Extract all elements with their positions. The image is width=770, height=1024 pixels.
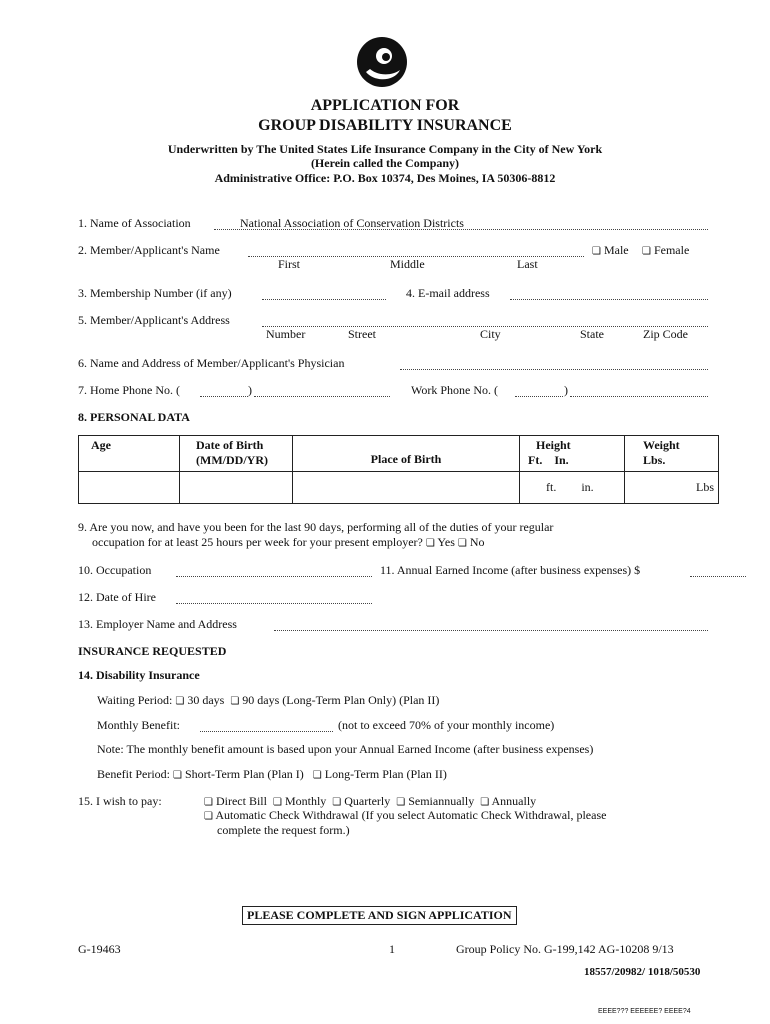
pay-monthly-label: Monthly — [284, 794, 327, 808]
male-checkbox-icon[interactable]: ❏ — [592, 246, 601, 257]
monthly-benefit-label: Monthly Benefit: — [97, 718, 180, 732]
pay-semi-label: Semiannually — [408, 794, 475, 808]
pob-header: Place of Birth — [293, 436, 520, 472]
company-logo — [356, 36, 408, 88]
no-label: No — [469, 535, 485, 549]
waiting-period-label: Waiting Period: — [97, 693, 173, 707]
title-line2: GROUP DISABILITY INSURANCE — [258, 117, 512, 134]
benefit-note: Note: The monthly benefit amount is based upon your Annual Earned Income (after business expenses) — [97, 742, 594, 756]
dob-cell[interactable] — [180, 472, 293, 504]
pob-cell[interactable] — [293, 472, 520, 504]
q7-close: ) — [248, 383, 252, 397]
title-line1: APPLICATION FOR — [310, 97, 460, 114]
waiting-period-row — [97, 693, 439, 708]
pay-auto-checkbox-icon[interactable]: ❏ — [204, 811, 213, 822]
q12-field[interactable] — [176, 603, 372, 604]
addr-street-caption: Street — [348, 327, 376, 341]
height-cell[interactable] — [520, 472, 625, 504]
underwritten-text: Underwritten by The United States Life Insurance Company in the City of New York — [167, 142, 603, 156]
pay-auto-row — [204, 808, 606, 823]
pay-semi-checkbox-icon[interactable]: ❏ — [396, 797, 406, 808]
age-cell[interactable] — [79, 472, 180, 504]
addr-state-caption: State — [580, 327, 604, 341]
q1-label: 1. Name of Association — [78, 216, 191, 230]
home-phone-field[interactable] — [254, 396, 390, 397]
q3-label: 3. Membership Number (if any) — [78, 286, 232, 300]
age-header: Age — [79, 436, 180, 472]
monthly-benefit-field[interactable] — [200, 731, 333, 732]
q10-label: 10. Occupation — [78, 563, 152, 577]
form-code: 18557/20982/ 1018/50530 — [584, 966, 701, 978]
short-term-label: Short-Term Plan (Plan I) — [184, 767, 304, 781]
q9-line2-row — [92, 535, 485, 550]
q7-label: 7. Home Phone No. ( — [78, 383, 180, 397]
waiting-30-label: 30 days — [187, 693, 225, 707]
weight-cell[interactable] — [625, 472, 719, 504]
addr-city-caption: City — [480, 327, 501, 341]
pay-quarterly-checkbox-icon[interactable]: ❏ — [332, 797, 342, 808]
addr-number-caption: Number — [266, 327, 306, 341]
form-number: G-19463 — [78, 942, 121, 956]
herein-text: (Herein called the Company) — [310, 156, 460, 170]
work-phone-label: Work Phone No. ( — [411, 383, 499, 397]
q2-label: 2. Member/Applicant's Name — [78, 243, 220, 257]
no-checkbox-icon[interactable]: ❏ — [457, 538, 467, 549]
yes-checkbox-icon[interactable]: ❏ — [425, 538, 435, 549]
short-term-checkbox-icon[interactable]: ❏ — [172, 770, 182, 781]
insurance-heading: INSURANCE REQUESTED — [78, 644, 227, 658]
q2-first-caption: First — [278, 257, 301, 271]
home-area-code-field[interactable] — [200, 396, 248, 397]
pay-auto-line1: Automatic Check Withdrawal (If you select Automatic Check Withdrawal, please — [215, 808, 607, 822]
lbs-unit: Lbs — [696, 480, 714, 494]
work-close: ) — [564, 383, 568, 397]
q3-field[interactable] — [262, 299, 386, 300]
page-number: 1 — [389, 942, 395, 956]
personal-data-header-row — [79, 436, 719, 472]
pay-auto-line2: complete the request form.) — [217, 823, 350, 837]
pay-annual-checkbox-icon[interactable]: ❏ — [480, 797, 490, 808]
admin-office-text: Administrative Office: P.O. Box 10374, Des Moines, IA 50306-8812 — [214, 171, 556, 185]
in-unit: in. — [581, 480, 594, 494]
q4-field[interactable] — [510, 299, 708, 300]
q4-label: 4. E-mail address — [406, 286, 490, 300]
benefit-period-label: Benefit Period: — [97, 767, 170, 781]
dob-header: Date of Birth (MM/DD/YR) — [180, 436, 293, 472]
q13-field[interactable] — [274, 630, 708, 631]
waiting-30-checkbox-icon[interactable]: ❏ — [175, 696, 185, 707]
q15-label: 15. I wish to pay: — [78, 794, 162, 808]
pay-direct-checkbox-icon[interactable]: ❏ — [204, 797, 213, 808]
long-term-label: Long-Term Plan (Plan II) — [324, 767, 447, 781]
male-option[interactable] — [592, 243, 629, 258]
yes-label: Yes — [437, 535, 455, 549]
female-option[interactable] — [642, 243, 689, 258]
ft-unit: ft. — [546, 480, 557, 494]
q6-label: 6. Name and Address of Member/Applicant's Physician — [78, 356, 345, 370]
q8-label: 8. PERSONAL DATA — [78, 410, 190, 424]
q9-line1: 9. Are you now, and have you been for the last 90 days, performing all of the duties of your regular — [78, 520, 554, 534]
tiny-footer-code: EEEE??? EEEEEE? EEEE?4 — [598, 1008, 691, 1015]
female-checkbox-icon[interactable]: ❏ — [642, 246, 651, 257]
monthly-benefit-note: (not to exceed 70% of your monthly income) — [338, 718, 555, 732]
q11-label: 11. Annual Earned Income (after business expenses) $ — [380, 563, 641, 577]
pay-quarterly-label: Quarterly — [344, 794, 391, 808]
waiting-90-checkbox-icon[interactable]: ❏ — [230, 696, 240, 707]
complete-sign-banner: PLEASE COMPLETE AND SIGN APPLICATION — [242, 906, 517, 925]
height-header: Height Ft. In. — [520, 436, 625, 472]
weight-header: Weight Lbs. — [625, 436, 719, 472]
personal-data-table — [78, 435, 719, 504]
female-label: Female — [653, 243, 690, 257]
q13-label: 13. Employer Name and Address — [78, 617, 237, 631]
q11-field[interactable] — [690, 576, 746, 577]
q1-value: National Association of Conservation Districts — [240, 216, 464, 230]
work-phone-field[interactable] — [570, 396, 708, 397]
benefit-period-row — [97, 767, 447, 782]
male-label: Male — [603, 243, 629, 257]
addr-zip-caption: Zip Code — [643, 327, 688, 341]
group-policy-number: Group Policy No. G-199,142 AG-10208 9/13 — [456, 942, 674, 956]
pay-options-row — [204, 794, 536, 809]
q2-middle-caption: Middle — [390, 257, 425, 271]
long-term-checkbox-icon[interactable]: ❏ — [312, 770, 322, 781]
pay-direct-label: Direct Bill — [215, 794, 267, 808]
q10-field[interactable] — [176, 576, 372, 577]
waiting-90-label: 90 days (Long-Term Plan Only) (Plan II) — [242, 693, 440, 707]
personal-data-input-row — [79, 472, 719, 504]
pay-monthly-checkbox-icon[interactable]: ❏ — [272, 797, 282, 808]
pay-annual-label: Annually — [491, 794, 537, 808]
work-area-code-field[interactable] — [515, 396, 563, 397]
q12-label: 12. Date of Hire — [78, 590, 156, 604]
q5-label: 5. Member/Applicant's Address — [78, 313, 230, 327]
q6-field[interactable] — [400, 369, 708, 370]
q9-line2: occupation for at least 25 hours per week for your present employer? — [92, 535, 423, 549]
q2-last-caption: Last — [517, 257, 538, 271]
q14-label: 14. Disability Insurance — [78, 668, 200, 682]
